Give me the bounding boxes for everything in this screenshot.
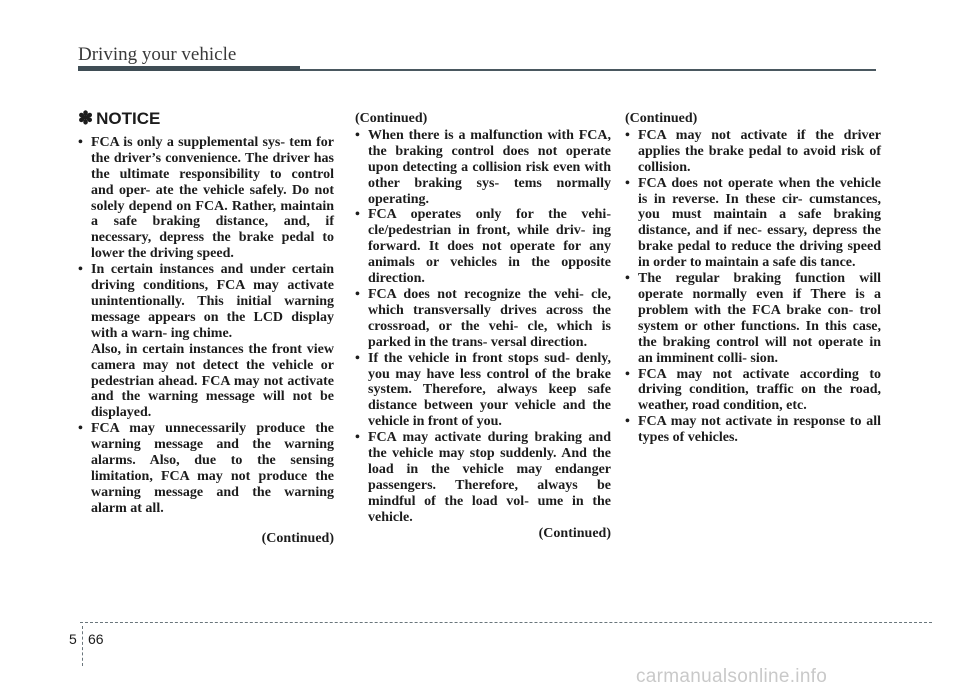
- notice-item: [78, 262, 334, 421]
- notice-star-icon: ✽: [78, 108, 94, 128]
- notice-item: • When there is a malfunction with FCA, the braking control does not operate upon detecting a collision risk even with other braking sys- tems normally operating.: [355, 128, 611, 208]
- notice-item: • If the vehicle in front stops sud- denly, you may have less control of the brake system. Therefore, always keep safe distance between your vehicle and the vehicle in front of you.: [355, 351, 611, 431]
- notice-item: • FCA may activate during braking and the vehicle may stop suddenly. And the load in the vehicle may endanger passengers. Therefore, always be mindful of the load vol- ume in the vehicle.: [355, 430, 611, 525]
- column-1: [78, 108, 334, 547]
- notice-item: • FCA may unnecessarily produce the warning message and the warning alarms. Also, due to the sensing limitation, FCA may not produce the warning message and the warning alarm at all.: [78, 421, 334, 516]
- header-bar-thick: [78, 66, 300, 71]
- notice-list-1: [78, 135, 334, 517]
- column-2: [355, 111, 611, 541]
- notice-list-2: [355, 128, 611, 526]
- page-number-divider: [82, 626, 83, 666]
- notice-item: • The regular braking function will operate normally even if There is a problem with the FCA brake con- trol system or other functions. In this case, the braking control will not operate in an imminent colli- sion.: [625, 271, 881, 366]
- notice-item: • FCA may not activate according to driving condition, traffic on the road, weather, road condition, etc.: [625, 367, 881, 415]
- notice-item: • FCA may not activate in response to all types of vehicles.: [625, 414, 881, 446]
- header-bar-thin: [300, 69, 876, 71]
- continued-label: (Continued): [261, 530, 334, 546]
- chapter-number: 5: [69, 631, 77, 647]
- continued-heading: (Continued): [625, 111, 698, 126]
- footer-divider: [80, 622, 932, 623]
- page-header-title: Driving your vehicle: [78, 44, 237, 65]
- watermark: carmanualsonline.info: [636, 666, 828, 687]
- column-3: [625, 111, 881, 446]
- notice-item: • FCA operates only for the vehi- cle/pedestrian in front, while driv- ing forward. It does not operate for any animals or vehicles in the opposite direction.: [355, 207, 611, 287]
- notice-list-3: [625, 128, 881, 446]
- continued-label: (Continued): [538, 525, 611, 541]
- notice-item: • FCA does not operate when the vehicle is in reverse. In these cir- cumstances, you must maintain a safe braking distance, and if nec- essary, depress the brake pedal to reduce the driving speed in order to maintain a safe dis tance.: [625, 176, 881, 271]
- notice-item: • FCA does not recognize the vehi- cle, which transversally drives across the crossroad, or the vehi- cle, which is parked in the trans- versal direction.: [355, 287, 611, 351]
- notice-item: • FCA may not activate if the driver applies the brake pedal to avoid risk of collision.: [625, 128, 881, 176]
- notice-heading-text: NOTICE: [96, 109, 161, 128]
- continued-heading: (Continued): [355, 111, 428, 126]
- notice-heading: [78, 108, 334, 128]
- notice-item-extra: Also, in certain instances the front view camera may not detect the vehicle or pedestrian ahead. FCA may not activate and the warning message will not be displayed.: [91, 341, 334, 421]
- page-number: 66: [88, 631, 104, 647]
- notice-item-text: • In certain instances and under certain driving conditions, FCA may activate unintentionally. This initial warning message appears on the LCD display with a warn- ing chime.: [91, 262, 334, 341]
- notice-item: • FCA is only a supplemental sys- tem for the driver’s convenience. The driver has the ultimate responsibility to control and oper- ate the vehicle safely. Do not solely depend on FCA. Rather, maintain a safe braking distance, and, if necessary, depress the brake pedal to lower the driving speed.: [78, 135, 334, 262]
